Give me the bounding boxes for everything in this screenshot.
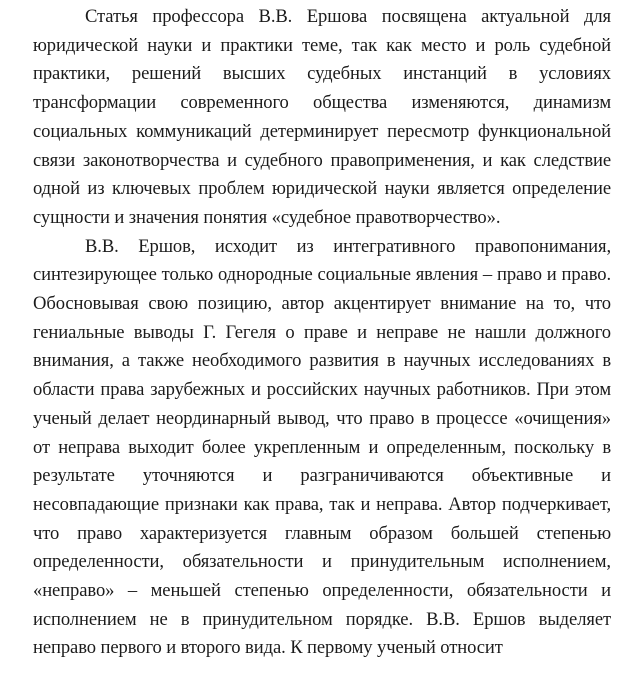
- paragraph-2: В.В. Ершов, исходит из интегративного правопонимания, синтезирующее только однородные социальные явления – право и право. Обосновывая свою позицию, автор акцентирует внимание на то, что гениальные выводы Г. Гегеля о праве и неправе не нашли должного внимания, а также необходимого развития в научных исследованиях в области права зарубежных и российских научных работников. При этом ученый делает неординарный вывод, что право в процессе «очищения» от неправа выходит более укрепленным и определенным, поскольку в результате уточняются и разграничиваются объективные и несовпадающие признаки как права, так и неправа. Автор подчеркивает, что право характеризуется главным образом большей степенью определенности, обязательности и принудительным исполнением, «неправо» – меньшей степенью определенности, обязательности и исполнением не в принудительном порядке. В.В. Ершов выделяет неправо первого и второго вида. К первому ученый относит: [33, 235, 611, 659]
- document-body: [33, 3, 611, 663]
- paragraph-1: Статья профессора В.В. Ершова посвящена актуальной для юридической науки и практики теме, так как место и роль судебной практики, решений высших судебных инстанций в условиях трансформации современного общества изменяются, динамизм социальных коммуникаций детерминирует пересмотр функциональной связи законотворчества и судебного правоприменения, и как следствие одной из ключевых проблем юридической науки является определение сущности и значения понятия «судебное правотворчество».: [33, 6, 611, 228]
